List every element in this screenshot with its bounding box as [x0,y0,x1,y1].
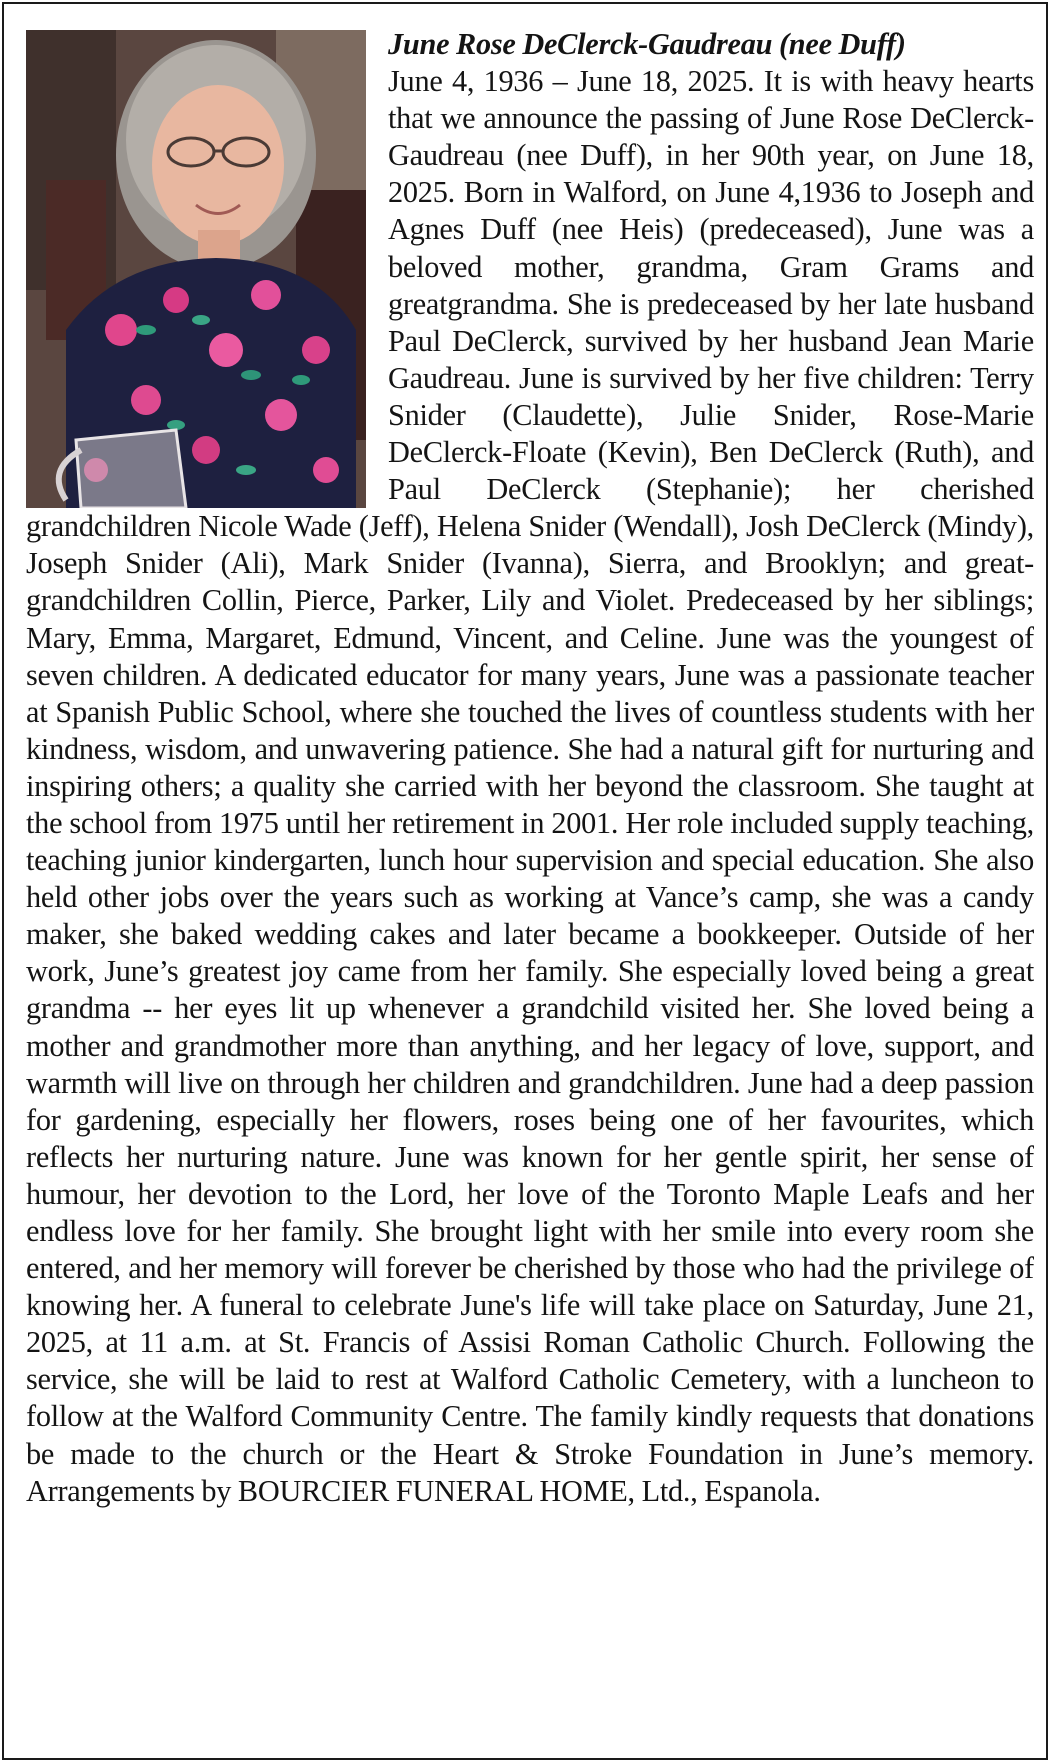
deceased-name: June Rose DeClerck-Gaudreau (nee Duff) [388,27,906,61]
obituary-notice [26,26,1034,1746]
obituary-text: June 4, 1936 – June 18, 2025. It is with heavy hearts that we announce the passing of June Rose DeClerck-Gaudreau (nee Duff), in her 90th year, on June 18, 2025. Born in Walford, on June 4,1936 to Joseph and Agnes Duff (nee Heis) (predeceased), June was a beloved mother, grandma, Gram Grams and greatgrandma. She is predeceased by her late husband Paul DeClerck, survived by her husband Jean Marie Gaudreau. June is survived by her five children: Terry Snider (Claudette), Julie Snider, Rose-Marie DeClerck-Floate (Kevin), Ben DeClerck (Ruth), and Paul DeClerck (Stephanie); her cherished grandchildren Nicole Wade (Jeff), Helena Snider (Wendall), Josh DeClerck (Mindy), Joseph Snider (Ali), Mark Snider (Ivanna), Sierra, and Brooklyn; and great-grandchildren Collin, Pierce, Parker, Lily and Violet. Predeceased by her siblings; Mary, Emma, Margaret, Edmund, Vincent, and Celine. June was the youngest of seven children. A dedicated educator for many years, June was a passionate teacher at Spanish Public School, where she touched the lives of countless students with her kindness, wisdom, and unwavering patience. She had a natural gift for nurturing and inspiring others; a quality she carried with her beyond the classroom. She taught at the school from 1975 until her retirement in 2001. Her role included supply teaching, teaching junior kindergarten, lunch hour supervision and special education. She also held other jobs over the years such as working at Vance’s camp, she was a candy maker, she baked wedding cakes and later became a bookkeeper. Outside of her work, June’s greatest joy came from her family. She especially loved being a great grandma -- her eyes lit up whenever a grandchild visited her. She loved being a mother and grandmother more than anything, and her legacy of love, support, and warmth will live on through her children and grandchildren. June had a deep passion for gardening, especially her flowers, roses being one of her favourites, which reflects her nurturing nature. June was known for her gentle spirit, her sense of humour, her devotion to the Lord, her love of the Toronto Maple Leafs and her endless love for her family. She brought light with her smile into every room she entered, and her memory will forever be cherished by those who had the privilege of knowing her. A funeral to celebrate June's life will take place on Saturday, June 21, 2025, at 11 a.m. at St. Francis of Assisi Roman Catholic Church. Following the service, she will be laid to rest at Walford Catholic Cemetery, with a luncheon to follow at the Walford Community Centre. The family kindly requests that donations be made to the church or the Heart & Stroke Foundation in June’s memory. Arrangements by BOURCIER FUNERAL HOME, Ltd., Espanola. [26,64,1034,1508]
obituary-border [2,2,1048,1760]
portrait-image [26,30,366,508]
portrait-photo [26,30,366,508]
